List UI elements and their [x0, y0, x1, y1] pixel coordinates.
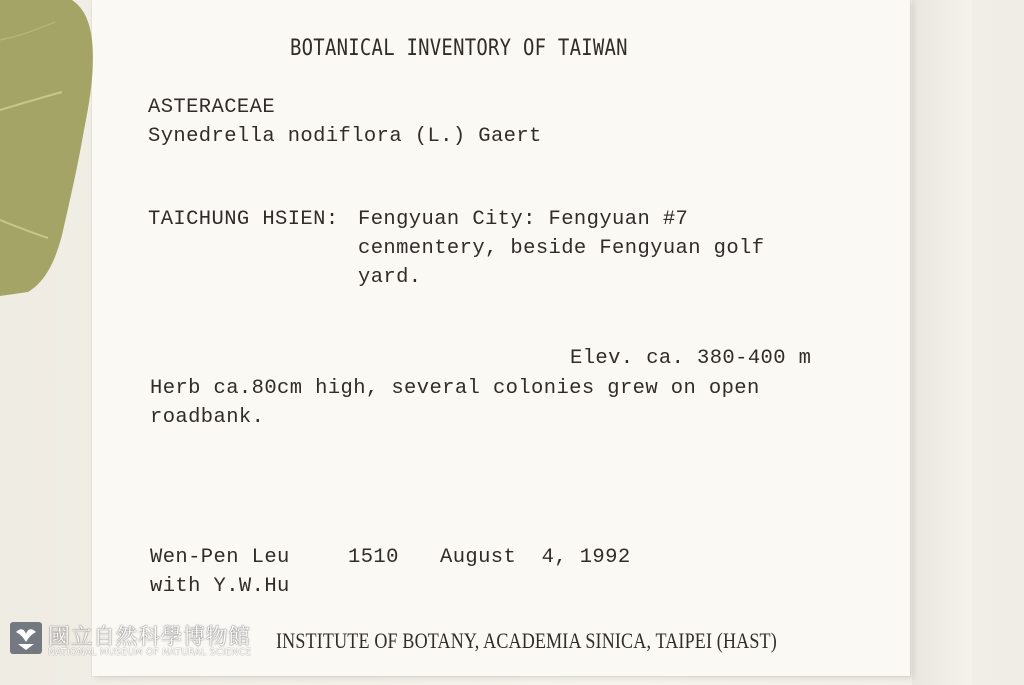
- label-header: BOTANICAL INVENTORY OF TAIWAN: [290, 36, 628, 61]
- elevation: Elev. ca. 380-400 m: [570, 347, 812, 370]
- museum-logo-icon: [10, 622, 42, 654]
- museum-name-chinese: 國立自然科學博物館: [48, 625, 251, 650]
- locality-line: cenmentery, beside Fengyuan golf: [358, 237, 765, 260]
- habitat-line: Herb ca.80cm high, several colonies grew on open: [150, 377, 760, 400]
- museum-watermark: [8, 620, 262, 664]
- museum-name-english: NATIONAL MUSEUM OF NATURAL SCIENCE: [48, 647, 252, 658]
- family-name: ASTERACEAE: [148, 96, 276, 119]
- species-name: Synedrella nodiflora (L.) Gaert: [148, 125, 542, 148]
- locality-region: TAICHUNG HSIEN:: [148, 208, 339, 231]
- collection-date: August 4, 1992: [440, 546, 631, 569]
- sheet-edge: [912, 0, 972, 685]
- co-collector: with Y.W.Hu: [150, 575, 290, 598]
- institution-footer: INSTITUTE OF BOTANY, ACADEMIA SINICA, TAIPEI (HAST): [276, 628, 777, 653]
- collection-number: 1510: [348, 546, 399, 569]
- locality-line: Fengyuan City: Fengyuan #7: [358, 208, 689, 231]
- collector-name: Wen-Pen Leu: [150, 546, 290, 569]
- habitat-line: roadbank.: [150, 406, 265, 429]
- leaf-specimen: [0, 0, 100, 300]
- locality-line: yard.: [358, 266, 422, 289]
